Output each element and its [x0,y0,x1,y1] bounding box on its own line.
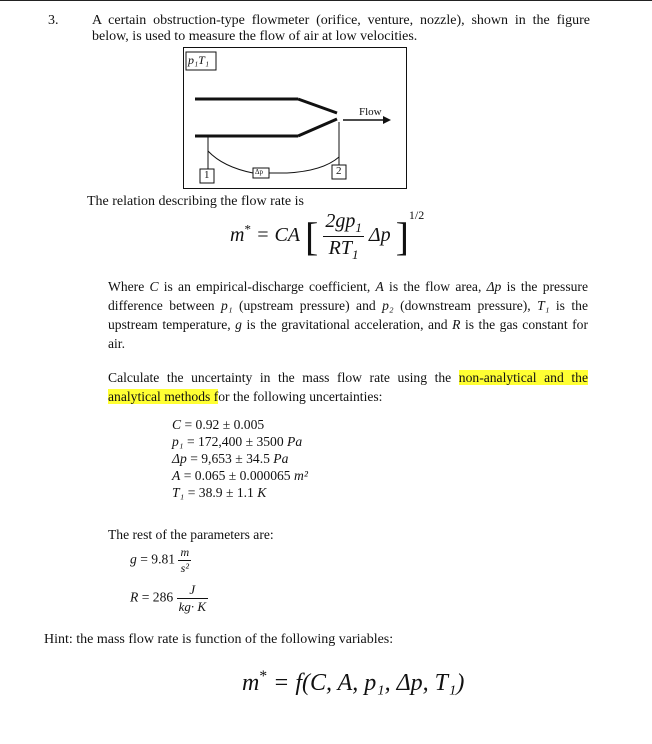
uncertainty-row [172,416,308,433]
uncertainty-row [172,484,308,501]
uncertainty-value: = 0.065 ± 0.000065 [183,468,291,483]
param-r-units [177,582,208,615]
formula-numerator [323,210,364,237]
where-part: is the flow area, [383,279,487,294]
flow-label: Flow [359,106,382,118]
numerator-text: 2gp [325,210,356,232]
param-g-value: = 9.81 [140,551,176,567]
param-g-den: s² [180,561,189,575]
where-part: R [452,317,461,332]
calc-text-before: Calculate the uncertainty in the mass flow rate using the [108,370,459,385]
uncertainty-value: = 0.92 ± 0.005 [184,417,265,432]
denominator-sub: 1 [352,247,359,262]
param-r-value: = 286 [141,589,174,605]
highlighted-methods: non-analytical and the analytical methods f [108,370,588,404]
where-part: is the gas constant for air. [108,317,588,351]
diagram-frame [184,48,407,189]
right-bracket: ] [395,214,409,259]
formula-eq: = CA [255,224,301,247]
question-intro: A certain obstruction-type flowmeter (orifice, venture, nozzle), shown in the figure below, is used to measure the flow of air at low velocities. [92,13,590,44]
where-part: is the gravitational acceleration, and [241,317,453,332]
param-g [130,545,191,576]
where-part: g [235,317,242,332]
formula-exponent: 1/2 [408,208,425,223]
denominator-text: RT [328,237,353,259]
uncertainty-value: = 9,653 ± 34.5 [190,451,270,466]
where-part: T₁ [537,298,550,313]
uncertainty-value: = 38.9 ± 1.1 [187,485,254,500]
main-formula [230,210,424,263]
uncertainties-list [172,416,308,501]
calculate-paragraph [108,368,588,406]
where-part: Where [108,279,150,294]
where-part: p₁ [221,298,233,313]
pipe-top-contraction [298,99,337,113]
final-star: * [259,668,268,685]
where-part: Δp [486,279,502,294]
formula-dp: Δp [368,224,391,247]
uncertainty-var: Δp [172,451,187,466]
final-rhs: = f(C, A, p₁, Δp, T₁) [273,670,465,696]
uncertainty-var: A [172,468,181,483]
where-part: A [375,279,384,294]
where-part: (downstream pressure), [393,298,538,313]
p1t1-label: p₁T₁ [188,53,210,67]
uncertainty-value: = 172,400 ± 3500 [186,434,284,449]
param-r-var: R [130,589,139,605]
rest-text: The rest of the parameters are: [108,527,274,542]
where-part: is the pressure difference between [108,279,588,313]
where-part: is an empirical-discharge coefficient, [158,279,376,294]
uncertainty-unit: Pa [287,434,303,449]
uncertainty-unit: m² [294,468,308,483]
where-paragraph [108,277,588,353]
uncertainty-unit: Pa [273,451,289,466]
manometer-curve [208,151,339,173]
where-part: is the upstream temperature, [108,298,588,332]
tap-2-label: 2 [336,165,342,177]
formula-m: m [230,224,245,247]
param-g-var: g [130,551,137,567]
param-g-num: m [180,545,190,559]
where-part: p₂ [382,298,394,313]
uncertainty-row [172,467,308,484]
top-rule [0,0,652,1]
left-bracket: [ [305,214,319,259]
flowmeter-svg [183,47,407,189]
param-r-num: J [177,582,208,599]
uncertainty-var: T₁ [172,485,185,500]
param-r-den: kg· K [178,599,207,614]
formula-fraction [323,210,364,263]
uncertainty-unit: K [257,485,267,500]
where-part: (upstream pressure) and [232,298,383,313]
final-formula [242,668,464,697]
param-r [130,582,208,615]
where-part: C [149,279,159,294]
formula-denominator [323,237,364,263]
dp-label: Δp [255,168,264,176]
calc-text-after: or the following uncertainties: [218,389,383,404]
flow-arrow-head [383,116,391,124]
uncertainty-var: C [172,417,182,432]
uncertainty-row [172,450,308,467]
param-g-units [178,545,191,576]
formula-star: * [244,221,251,237]
numerator-sub: 1 [355,220,362,235]
flowmeter-diagram [183,47,407,189]
pipe-bottom-contraction [298,119,337,136]
relation-text: The relation describing the flow rate is [87,194,304,209]
uncertainty-var: p₁ [172,434,184,449]
tap-1-label: 1 [204,169,210,181]
uncertainty-row [172,433,308,450]
hint-text: Hint: the mass flow rate is function of the following variables: [44,632,394,647]
question-number: 3. [48,13,59,28]
final-m: m [242,670,260,696]
